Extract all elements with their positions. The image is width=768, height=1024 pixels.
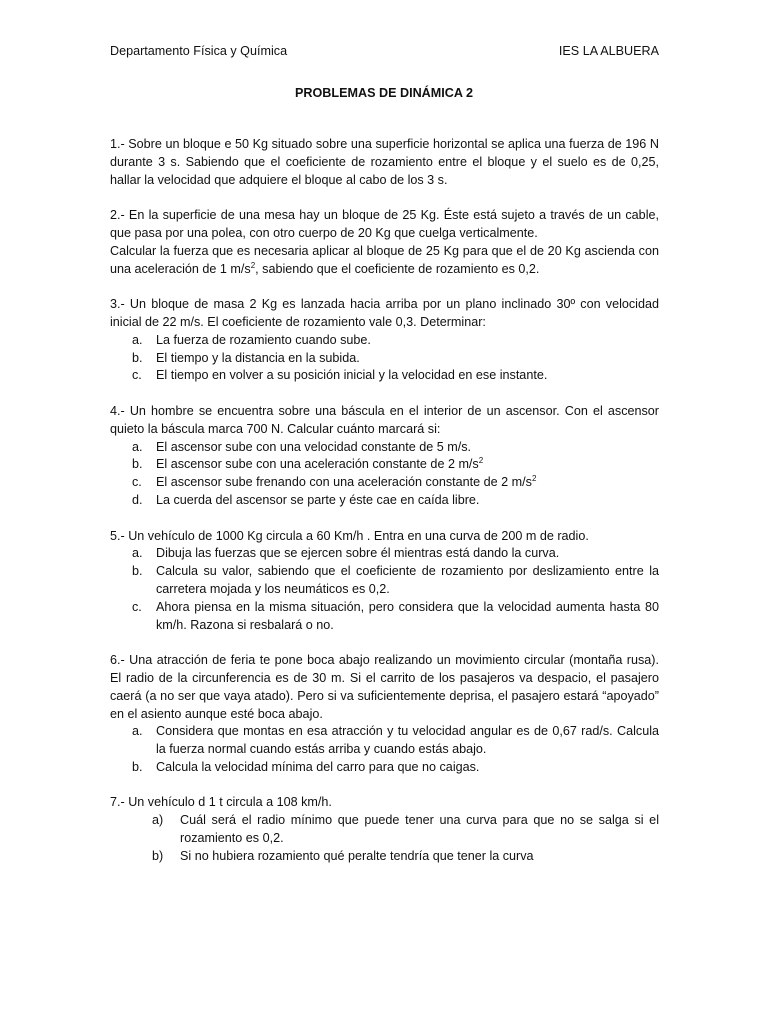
sub-question-text: El tiempo y la distancia en la subida.: [156, 350, 360, 365]
problem-statement: 6.- Una atracción de feria te pone boca abajo realizando un movimiento circular (montaña rusa). El radio de la circunferencia es de 30 m. Si el carrito de los pasajeros va despacio, el pasajero caerá (a no ser que vaya atado). Pero si va suficientemente deprisa, el pasajero estará “apoyado” en el asiento aunque esté boca abajo.: [110, 653, 659, 721]
problem-3: [110, 296, 659, 385]
problem-statement: 5.- Un vehículo de 1000 Kg circula a 60 Km/h . Entra en una curva de 200 m de radio.: [110, 528, 589, 543]
sub-question: [110, 759, 659, 777]
sub-question-label: c.: [132, 599, 142, 614]
school-label: IES LA ALBUERA: [558, 44, 659, 58]
sub-question: [110, 439, 659, 457]
problem-statement: 1.- Sobre un bloque e 50 Kg situado sobre una superficie horizontal se aplica una fuerza de 196 N durante 3 s. Sabiendo que el coeficiente de rozamiento entre el bloque y el suelo es de 0,25, hallar la velocidad que adquiere el bloque al cabo de los 3 s.: [110, 137, 659, 187]
sub-question-label: b): [152, 848, 164, 863]
sub-question-text: Dibuja las fuerzas que se ejercen sobre él mientras está dando la curva.: [156, 546, 560, 561]
sub-question-label: c.: [132, 368, 142, 383]
sub-question-label: a.: [132, 546, 143, 561]
sub-question-label: a.: [132, 724, 143, 739]
sub-question: [110, 545, 659, 563]
sub-question: [110, 350, 659, 368]
sub-question-label: c.: [132, 475, 142, 490]
problem-list: [110, 136, 659, 883]
sub-question-label: b.: [132, 564, 143, 579]
problem-statement: 3.- Un bloque de masa 2 Kg es lanzada hacia arriba por un plano inclinado 30º con velocidad inicial de 22 m/s. El coeficiente de rozamiento vale 0,3. Determinar:: [110, 297, 659, 329]
sub-question: [110, 367, 659, 385]
sub-question-text: El tiempo en volver a su posición inicial y la velocidad en ese instante.: [156, 368, 548, 383]
sub-question-text: Si no hubiera rozamiento qué peralte tendría que tener la curva: [180, 848, 534, 863]
problem-6: [110, 652, 659, 777]
sub-question: [110, 599, 659, 635]
sub-question: [110, 848, 659, 866]
sub-question-label: a): [152, 813, 164, 828]
sub-question-text: El ascensor sube frenando con una aceleración constante de 2 $m/s^2$: [156, 474, 537, 490]
sub-question-list: [110, 545, 659, 634]
problem-2: [110, 207, 659, 278]
problem-statement: 2.- En la superficie de una mesa hay un bloque de 25 Kg. Éste está sujeto a través de un cable, que pasa por una polea, con otro cuerpo de 20 Kg que cuelga verticalmente.: [110, 208, 659, 240]
problem-7: [110, 794, 659, 865]
sub-question-label: b.: [132, 457, 143, 472]
sub-question-text: Considera que montas en esa atracción y tu velocidad angular es de 0,67 rad/s. Calcula la fuerza normal cuando estás arriba y cuando estás abajo.: [156, 724, 659, 757]
problem-1: [110, 136, 659, 189]
sub-question-text: Calcula la velocidad mínima del carro para que no caigas.: [156, 759, 480, 774]
sub-question-list: [110, 723, 659, 776]
sub-question-text: La cuerda del ascensor se parte y éste cae en caída libre.: [156, 492, 480, 507]
problem-statement: 7.- Un vehículo d 1 t circula a 108 km/h.: [110, 795, 332, 810]
problem-statement: 4.- Un hombre se encuentra sobre una báscula en el interior de un ascensor. Con el ascensor quieto la báscula marca 700 N. Calcular cuánto marcará si:: [110, 403, 659, 436]
sub-question: [110, 723, 659, 759]
sub-question: [110, 812, 659, 848]
sub-question-text: Cuál será el radio mínimo que puede tener una curva para que no se salga si el rozamiento es 0,2.: [180, 813, 659, 846]
problem-5: [110, 528, 659, 635]
sub-question: [110, 474, 659, 492]
document-title: PROBLEMAS DE DINÁMICA 2: [295, 86, 473, 100]
sub-question-list: [110, 812, 659, 865]
problem-statement: Calcular la fuerza que es necesaria aplicar al bloque de 25 Kg para que el de 20 Kg ascienda con una aceleración de 1 $m/s^2$, sabiendo que el coeficiente de rozamiento es 0,2.: [110, 243, 659, 276]
sub-question: [110, 492, 659, 510]
sub-question-text: El ascensor sube con una velocidad constante de 5 m/s.: [156, 439, 472, 454]
sub-question-label: b.: [132, 350, 143, 365]
sub-question-text: Ahora piensa en la misma situación, pero considera que la velocidad aumenta hasta 80 km/h. Razona si resbalará o no.: [156, 599, 659, 632]
problem-4: [110, 403, 659, 510]
sub-question-text: La fuerza de rozamiento cuando sube.: [156, 332, 371, 347]
sub-question-text: Calcula su valor, sabiendo que el coeficiente de rozamiento por deslizamiento entre la carretera mojada y los neumáticos es 0,2.: [156, 564, 659, 596]
sub-question: [110, 456, 659, 474]
sub-question-label: d.: [132, 492, 143, 507]
sub-question-label: a.: [132, 332, 143, 347]
sub-question-label: b.: [132, 759, 143, 774]
sub-question-list: [110, 332, 659, 385]
sub-question-list: [110, 439, 659, 510]
sub-question-text: El ascensor sube con una aceleración constante de 2 $m/s^2$: [156, 456, 484, 472]
sub-question: [110, 332, 659, 350]
page-header: [110, 43, 659, 61]
sub-question-label: a.: [132, 439, 143, 454]
sub-question: [110, 563, 659, 599]
department-label: Departamento Física y Química: [110, 44, 288, 58]
